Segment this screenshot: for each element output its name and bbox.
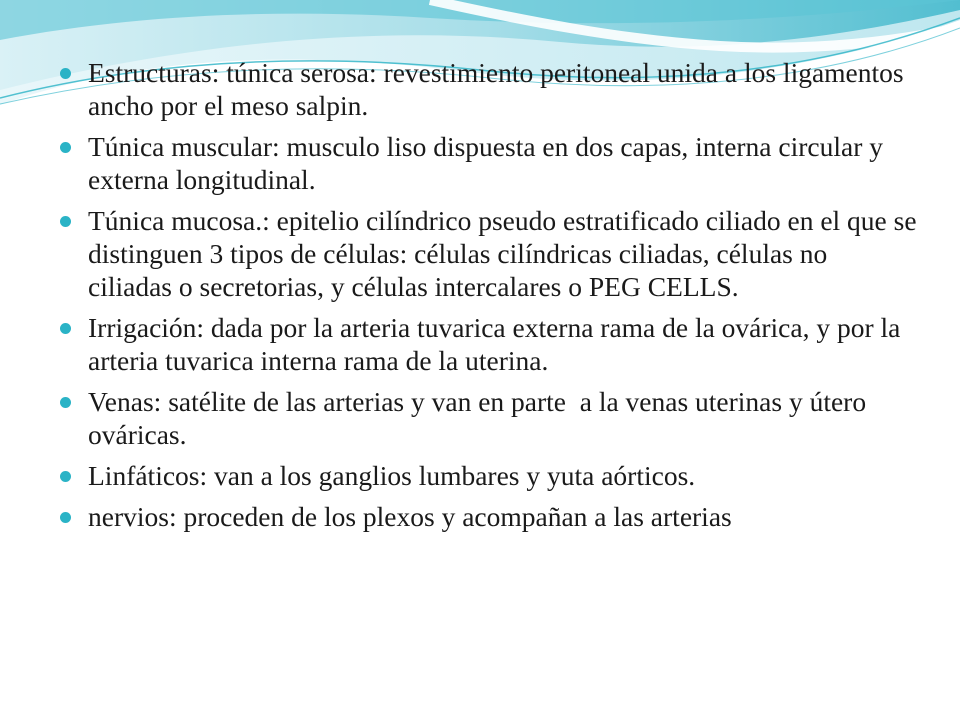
- bullet-dot-icon: [60, 142, 71, 153]
- bullet-item: [58, 385, 918, 451]
- bullet-dot-icon: [60, 397, 71, 408]
- bullet-item: [58, 311, 918, 377]
- bullet-item: [58, 459, 918, 492]
- bullet-text: Irrigación: dada por la arteria tuvarica externa rama de la ovárica, y por la arteria tuvarica interna rama de la uterina.: [88, 312, 908, 376]
- bullet-dot-icon: [60, 216, 71, 227]
- bullet-item: [58, 130, 918, 196]
- bullet-text: Estructuras: túnica serosa: revestimiento peritoneal unida a los ligamentos ancho por el meso salpin.: [88, 57, 911, 121]
- content-area: [58, 56, 924, 541]
- bullet-dot-icon: [60, 323, 71, 334]
- bullet-item: [58, 56, 918, 122]
- bullet-dot-icon: [60, 471, 71, 482]
- bullet-dot-icon: [60, 68, 71, 79]
- bullet-list: [58, 56, 924, 533]
- bullet-text: Venas: satélite de las arterias y van en parte a la venas uterinas y útero ováricas.: [88, 386, 873, 450]
- bullet-text: nervios: proceden de los plexos y acompañan a las arterias: [88, 501, 732, 532]
- bullet-dot-icon: [60, 512, 71, 523]
- bullet-text: Túnica muscular: musculo liso dispuesta en dos capas, interna circular y externa longitudinal.: [88, 131, 890, 195]
- bullet-item: [58, 204, 924, 303]
- bullet-text: Linfáticos: van a los ganglios lumbares y yuta aórticos.: [88, 460, 696, 491]
- bullet-text: Túnica mucosa.: epitelio cilíndrico pseudo estratificado ciliado en el que se distinguen 3 tipos de células: células cilíndricas ciliadas, células no ciliadas o secretorias, y células intercalares o PEG CELLS.: [88, 205, 924, 302]
- bullet-item: [58, 500, 918, 533]
